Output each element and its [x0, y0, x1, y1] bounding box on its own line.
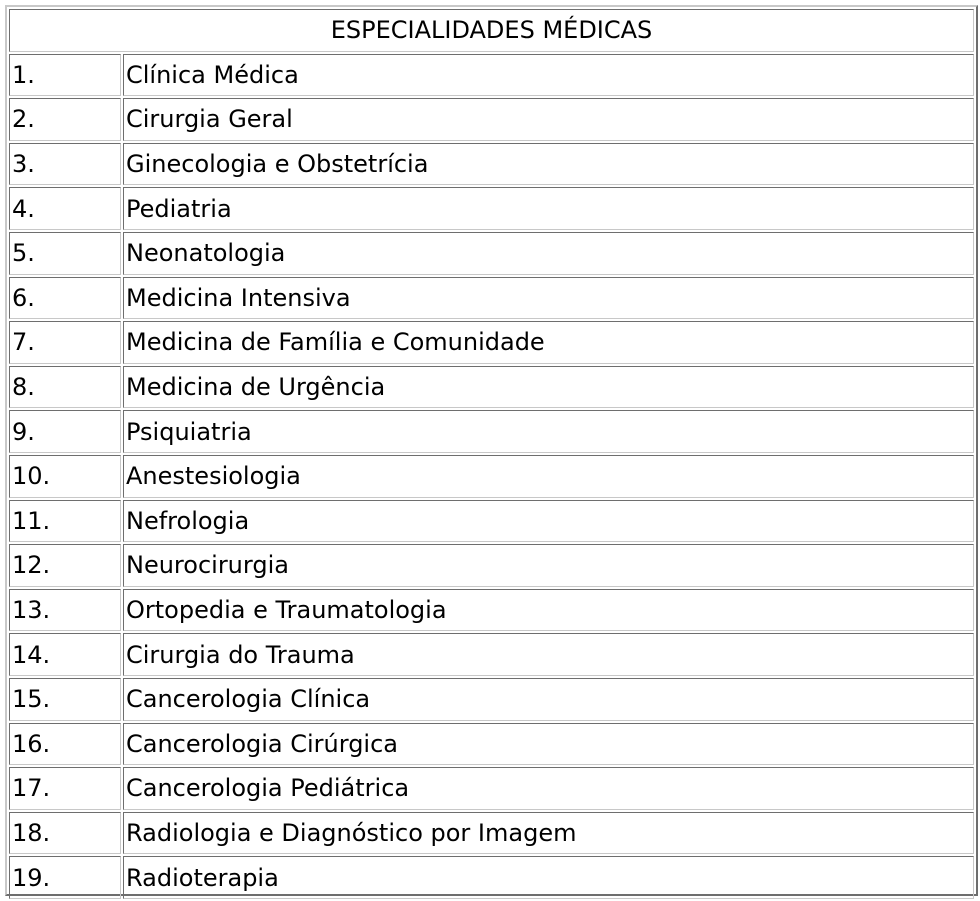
specialty-name: Cancerologia Cirúrgica [123, 723, 974, 766]
specialty-name: Medicina de Família e Comunidade [123, 321, 974, 364]
specialty-name: Medicina Intensiva [123, 277, 974, 320]
row-number: 8. [9, 366, 121, 409]
specialties-table [7, 7, 976, 901]
table-row [9, 856, 974, 899]
table-row [9, 544, 974, 587]
row-number: 17. [9, 767, 121, 810]
specialty-name: Medicina de Urgência [123, 366, 974, 409]
specialty-name: Nefrologia [123, 500, 974, 543]
specialty-name: Radioterapia [123, 856, 974, 899]
specialty-name: Neonatologia [123, 232, 974, 275]
row-number: 3. [9, 143, 121, 186]
specialty-name: Cirurgia Geral [123, 98, 974, 141]
table-row [9, 54, 974, 97]
table-row [9, 187, 974, 230]
table-row [9, 366, 974, 409]
table-row [9, 589, 974, 632]
row-number: 9. [9, 410, 121, 453]
row-number: 6. [9, 277, 121, 320]
row-number: 10. [9, 455, 121, 498]
specialty-name: Radiologia e Diagnóstico por Imagem [123, 812, 974, 855]
specialty-name: Psiquiatria [123, 410, 974, 453]
row-number: 7. [9, 321, 121, 364]
table-row [9, 98, 974, 141]
specialty-name: Pediatria [123, 187, 974, 230]
table-row [9, 455, 974, 498]
table-row [9, 232, 974, 275]
specialty-name: Cancerologia Pediátrica [123, 767, 974, 810]
specialty-name: Ortopedia e Traumatologia [123, 589, 974, 632]
row-number: 13. [9, 589, 121, 632]
row-number: 4. [9, 187, 121, 230]
table-row [9, 678, 974, 721]
row-number: 19. [9, 856, 121, 899]
specialty-name: Anestesiologia [123, 455, 974, 498]
table-row [9, 767, 974, 810]
row-number: 15. [9, 678, 121, 721]
table-body [9, 9, 974, 899]
table-row [9, 633, 974, 676]
table-row [9, 812, 974, 855]
specialty-name: Cancerologia Clínica [123, 678, 974, 721]
specialty-name: Clínica Médica [123, 54, 974, 97]
row-number: 5. [9, 232, 121, 275]
table-row [9, 410, 974, 453]
row-number: 11. [9, 500, 121, 543]
specialty-name: Neurocirurgia [123, 544, 974, 587]
row-number: 1. [9, 54, 121, 97]
row-number: 18. [9, 812, 121, 855]
table-header-row [9, 9, 974, 52]
specialties-table-frame [5, 5, 978, 896]
table-row [9, 500, 974, 543]
row-number: 12. [9, 544, 121, 587]
row-number: 2. [9, 98, 121, 141]
table-row [9, 143, 974, 186]
table-row [9, 321, 974, 364]
specialty-name: Cirurgia do Trauma [123, 633, 974, 676]
table-row [9, 277, 974, 320]
row-number: 14. [9, 633, 121, 676]
row-number: 16. [9, 723, 121, 766]
specialty-name: Ginecologia e Obstetrícia [123, 143, 974, 186]
table-row [9, 723, 974, 766]
table-title: ESPECIALIDADES MÉDICAS [9, 9, 974, 52]
